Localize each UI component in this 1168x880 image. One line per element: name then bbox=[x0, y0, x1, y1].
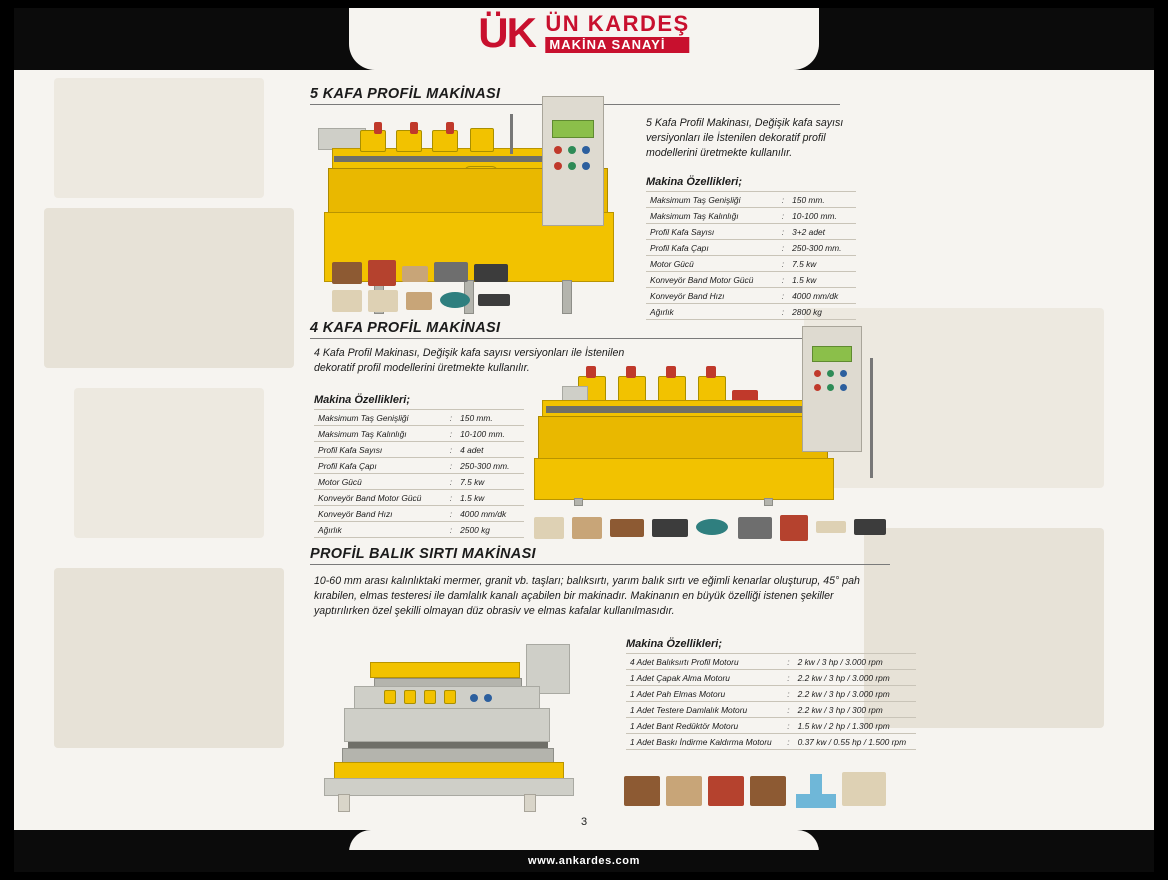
page-header bbox=[14, 8, 1154, 70]
spec-title: Makina Özellikleri; bbox=[314, 394, 410, 406]
table-row: Ağırlık : 2500 kg bbox=[314, 522, 524, 538]
table-row: 1 Adet Pah Elmas Motoru : 2.2 kw / 3 hp / 3.000 rpm bbox=[626, 686, 916, 702]
table-row: Profil Kafa Çapı : 250-300 mm. bbox=[646, 240, 856, 256]
table-row: Konveyör Band Motor Gücü : 1.5 kw bbox=[314, 490, 524, 506]
background-graphic bbox=[54, 78, 264, 198]
spec-table-4-kafa bbox=[314, 409, 524, 538]
spec-table-balik-sirti bbox=[626, 653, 916, 750]
spec-block-balik-sirti bbox=[626, 638, 916, 750]
table-row: Profil Kafa Çapı : 250-300 mm. bbox=[314, 458, 524, 474]
machine-image-4-kafa bbox=[534, 338, 894, 508]
table-row: Ağırlık : 2800 kg bbox=[646, 304, 856, 320]
table-row: Maksimum Taş Genişliği : 150 mm. bbox=[646, 192, 856, 208]
section-title: 4 KAFA PROFİL MAKİNASI bbox=[310, 320, 840, 339]
table-row: Konveyör Band Motor Gücü : 1.5 kw bbox=[646, 272, 856, 288]
spec-table-5-kafa bbox=[646, 191, 856, 320]
footer-website[interactable]: www.ankardes.com bbox=[14, 850, 1154, 872]
table-row: 4 Adet Balıksırtı Profil Motoru : 2 kw / 3 hp / 3.000 rpm bbox=[626, 654, 916, 670]
background-graphic bbox=[74, 388, 264, 538]
table-row: Maksimum Taş Genişliği : 150 mm. bbox=[314, 410, 524, 426]
table-row: Konveyör Band Hızı : 4000 mm/dk bbox=[314, 506, 524, 522]
section-4-kafa bbox=[310, 320, 840, 339]
spec-title: Makina Özellikleri; bbox=[646, 176, 742, 188]
table-row: 1 Adet Testere Damlalık Motoru : 2.2 kw / 3 hp / 300 rpm bbox=[626, 702, 916, 718]
table-row: 1 Adet Bant Redüktör Motoru : 1.5 kw / 2 hp / 1.300 rpm bbox=[626, 718, 916, 734]
spec-table-body bbox=[626, 654, 916, 750]
spec-table-body bbox=[646, 192, 856, 320]
background-graphic bbox=[44, 208, 294, 368]
table-row: 1 Adet Baskı İndirme Kaldırma Motoru : 0.37 kw / 0.55 hp / 1.500 rpm bbox=[626, 734, 916, 750]
spec-title: Makina Özellikleri; bbox=[626, 638, 722, 650]
company-logo bbox=[478, 9, 690, 56]
logo-monogram: ÜK bbox=[478, 9, 535, 56]
section-title: PROFİL BALIK SIRTI MAKİNASI bbox=[310, 546, 890, 565]
table-row: Konveyör Band Hızı : 4000 mm/dk bbox=[646, 288, 856, 304]
table-row: Maksimum Taş Kalınlığı : 10-100 mm. bbox=[646, 208, 856, 224]
section-description: 4 Kafa Profil Makinası, Değişik kafa sayısı versiyonları ile İstenilen dekoratif profil modellerini üretmekte kullanılır. bbox=[314, 347, 625, 374]
machine-image-balik-sirti bbox=[314, 638, 614, 808]
table-row: Motor Gücü : 7.5 kw bbox=[646, 256, 856, 272]
stone-samples-5-kafa bbox=[332, 258, 612, 313]
section-title: 5 KAFA PROFİL MAKİNASI bbox=[310, 86, 840, 105]
logo-company-subtitle: MAKİNA SANAYİ bbox=[545, 37, 689, 53]
page-footer bbox=[14, 830, 1154, 872]
brochure-page bbox=[14, 8, 1154, 872]
page-number: 3 bbox=[580, 816, 588, 828]
logo-wordmark bbox=[545, 13, 689, 53]
section-description: 10-60 mm arası kalınlıktaki mermer, granit vb. taşları; balıksırtı, yarım balık sırtı ve eğimli kenarlar oluşturup, 45° pah kırabilen, elmas testeresi ile damlalık kanalı açabilen bir makinadır. Makinanın en büyük özelliği istenen şekiller yaptırılırken özel şekilli olmayan düz obrasiv ve elmas kafalar kullanılmasıdır. bbox=[314, 575, 860, 617]
section-balik-sirti bbox=[310, 546, 890, 565]
table-row: Maksimum Taş Kalınlığı : 10-100 mm. bbox=[314, 426, 524, 442]
stone-samples-4-kafa bbox=[534, 513, 894, 547]
table-row: Motor Gücü : 7.5 kw bbox=[314, 474, 524, 490]
spec-block-5-kafa bbox=[646, 176, 856, 320]
spec-block-4-kafa bbox=[314, 394, 524, 538]
spec-table-body bbox=[314, 410, 524, 538]
stone-samples-balik-sirti bbox=[624, 768, 894, 814]
table-row: 1 Adet Çapak Alma Motoru : 2.2 kw / 3 hp / 3.000 rpm bbox=[626, 670, 916, 686]
background-graphic bbox=[54, 568, 284, 748]
table-row: Profil Kafa Sayısı : 3+2 adet bbox=[646, 224, 856, 240]
logo-company-name: ÜN KARDEŞ bbox=[545, 11, 690, 36]
section-description: 5 Kafa Profil Makinası, Değişik kafa sayısı versiyonları ile İstenilen dekoratif profil modellerini üretmekte kullanılır. bbox=[646, 117, 844, 159]
table-row: Profil Kafa Sayısı : 4 adet bbox=[314, 442, 524, 458]
